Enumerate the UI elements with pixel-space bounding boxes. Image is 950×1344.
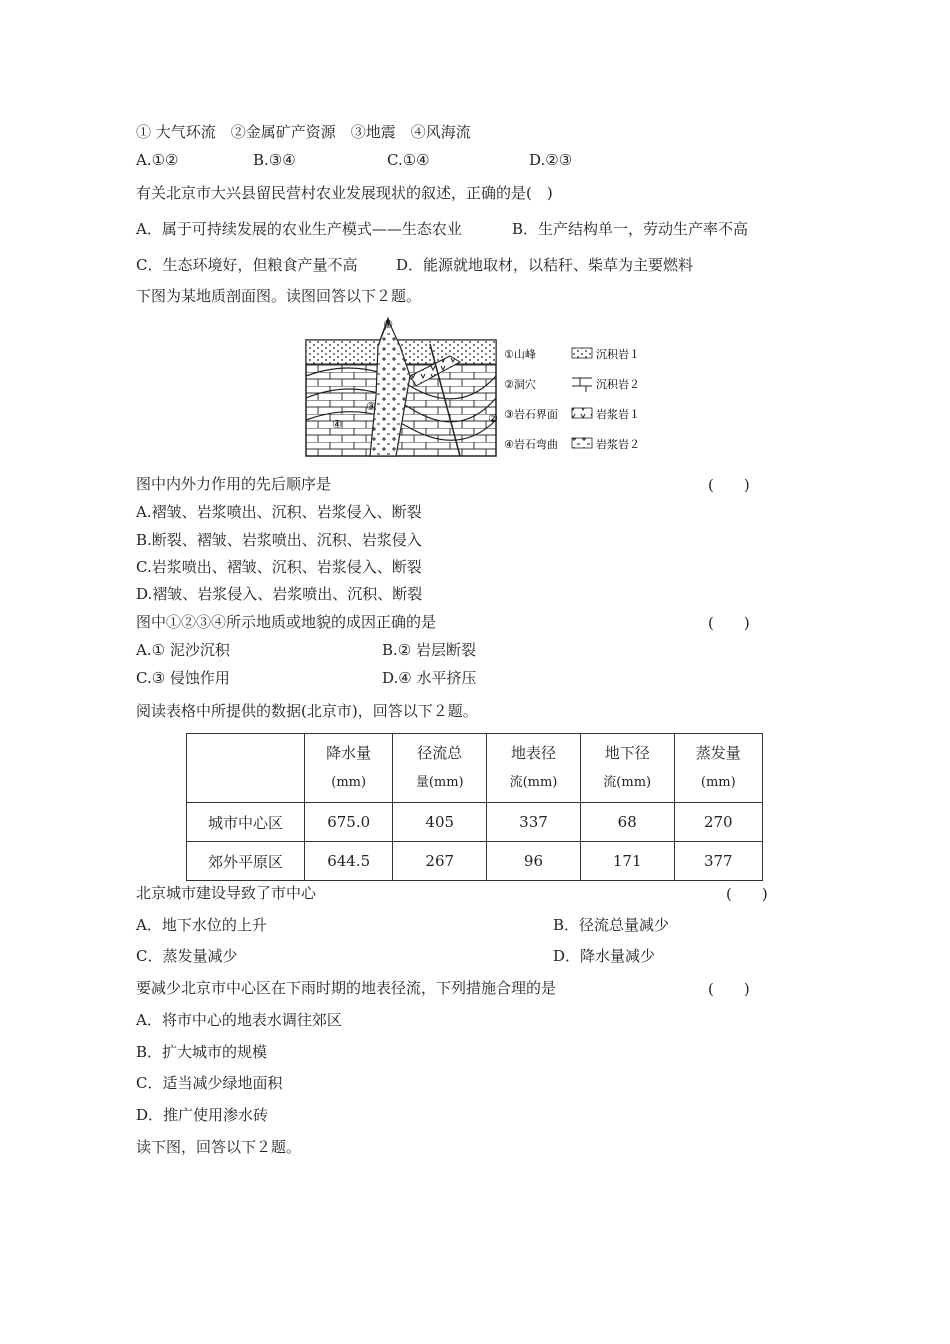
marker-2: ② [488,412,498,425]
question-stem: 北京城市建设导致了市中心 [136,884,317,902]
option-a: A．属于可持续发展的农业生产模式——生态农业 [136,220,462,238]
legend-bend: ④岩石弯曲 [504,438,558,451]
table-row [187,803,763,842]
table-corner [187,734,305,803]
table-cell: 405 [393,803,487,842]
option-a: A．地下水位的上升 [136,916,267,934]
option-c: C．生态环境好，但粮食产量不高 [136,256,358,274]
legend-cave: ②洞穴 [504,378,536,391]
section-intro: 下图为某地质剖面图。读图回答以下２题。 [136,287,422,305]
table-row [187,842,763,881]
row-label: 郊外平原区 [187,842,305,881]
table-header: 蒸发量 (mm) [674,734,762,803]
marker-1: ① [383,318,393,331]
legend-interface: ③岩石界面 [504,408,558,421]
question-items: ① 大气环流 ②金属矿产资源 ③地震 ④风海流 [136,123,471,141]
option-a: A.① 泥沙沉积 [136,641,230,659]
option-b: B.③④ [253,151,296,169]
table-cell: 377 [674,842,762,881]
geologic-section-diagram [300,316,652,458]
option-c: C.岩浆喷出、褶皱、沉积、岩浆侵入、断裂 [136,558,422,576]
table-cell: 68 [580,803,674,842]
option-d: D．能源就地取材，以秸秆、柴草为主要燃料 [396,256,694,274]
legend-sediment-2: 沉积岩２ [596,378,640,391]
table-cell: 171 [580,842,674,881]
sediment-2-symbol-icon [572,378,592,392]
question-stem: 图中内外力作用的先后顺序是 [136,475,332,493]
option-c: C．蒸发量减少 [136,947,238,965]
table-header: 径流总 量(mm) [393,734,487,803]
option-b: B.断裂、褶皱、岩浆喷出、沉积、岩浆侵入 [136,531,422,549]
marker-4: ④ [332,418,342,431]
legend-magmatic-2: 岩浆岩２ [596,438,640,451]
question-stem: 有关北京市大兴县留民营村农业发展现状的叙述，正确的是( ) [136,184,553,202]
option-d: D.②③ [529,151,573,169]
table-header: 地表径 流(mm) [487,734,581,803]
option-b: B．扩大城市的规模 [136,1043,268,1061]
table-cell: 96 [487,842,581,881]
answer-blank: ( ) [708,614,750,632]
table-cell: 675.0 [305,803,393,842]
sediment-1-symbol-icon [572,348,592,358]
table-cell: 267 [393,842,487,881]
option-b: B．径流总量减少 [553,916,670,934]
marker-3: ③ [366,400,376,413]
section-intro: 阅读表格中所提供的数据(北京市)，回答以下２题。 [136,702,478,720]
question-stem: 图中①②③④所示地质或地貌的成因正确的是 [136,613,437,631]
legend-sediment-1: 沉积岩１ [596,348,640,361]
table-cell: 644.5 [305,842,393,881]
option-a: A．将市中心的地表水调往郊区 [136,1011,342,1029]
magmatic-1-symbol-icon [572,408,592,418]
row-label: 城市中心区 [187,803,305,842]
answer-blank: ( ) [708,476,750,494]
answer-blank: ( ) [708,980,750,998]
data-table [186,733,763,881]
table-header: 地下径 流(mm) [580,734,674,803]
magmatic-2-symbol-icon [572,438,592,448]
question-stem: 要减少北京市中心区在下雨时期的地表径流，下列措施合理的是 [136,979,557,997]
legend-peak: ①山峰 [504,348,536,361]
option-c: C.①④ [387,151,430,169]
option-d: D.褶皱、岩浆侵入、岩浆喷出、沉积、断裂 [136,585,423,603]
answer-blank: ( ) [726,885,768,903]
table-cell: 337 [487,803,581,842]
option-a: A.褶皱、岩浆喷出、沉积、岩浆侵入、断裂 [136,503,422,521]
option-b: B．生产结构单一，劳动生产率不高 [512,220,749,238]
section-intro: 读下图，回答以下２题。 [136,1138,302,1156]
option-d: D．推广使用渗水砖 [136,1106,269,1124]
option-d: D.④ 水平挤压 [382,669,477,687]
table-cell: 270 [674,803,762,842]
option-a: A.①② [136,151,179,169]
table-header: 降水量 (mm) [305,734,393,803]
option-b: B.② 岩层断裂 [382,641,477,659]
option-d: D．降水量减少 [553,947,656,965]
option-c: C．适当减少绿地面积 [136,1074,283,1092]
option-c: C.③ 侵蚀作用 [136,669,230,687]
table-header-row [187,734,763,803]
legend-magmatic-1: 岩浆岩１ [596,408,640,421]
